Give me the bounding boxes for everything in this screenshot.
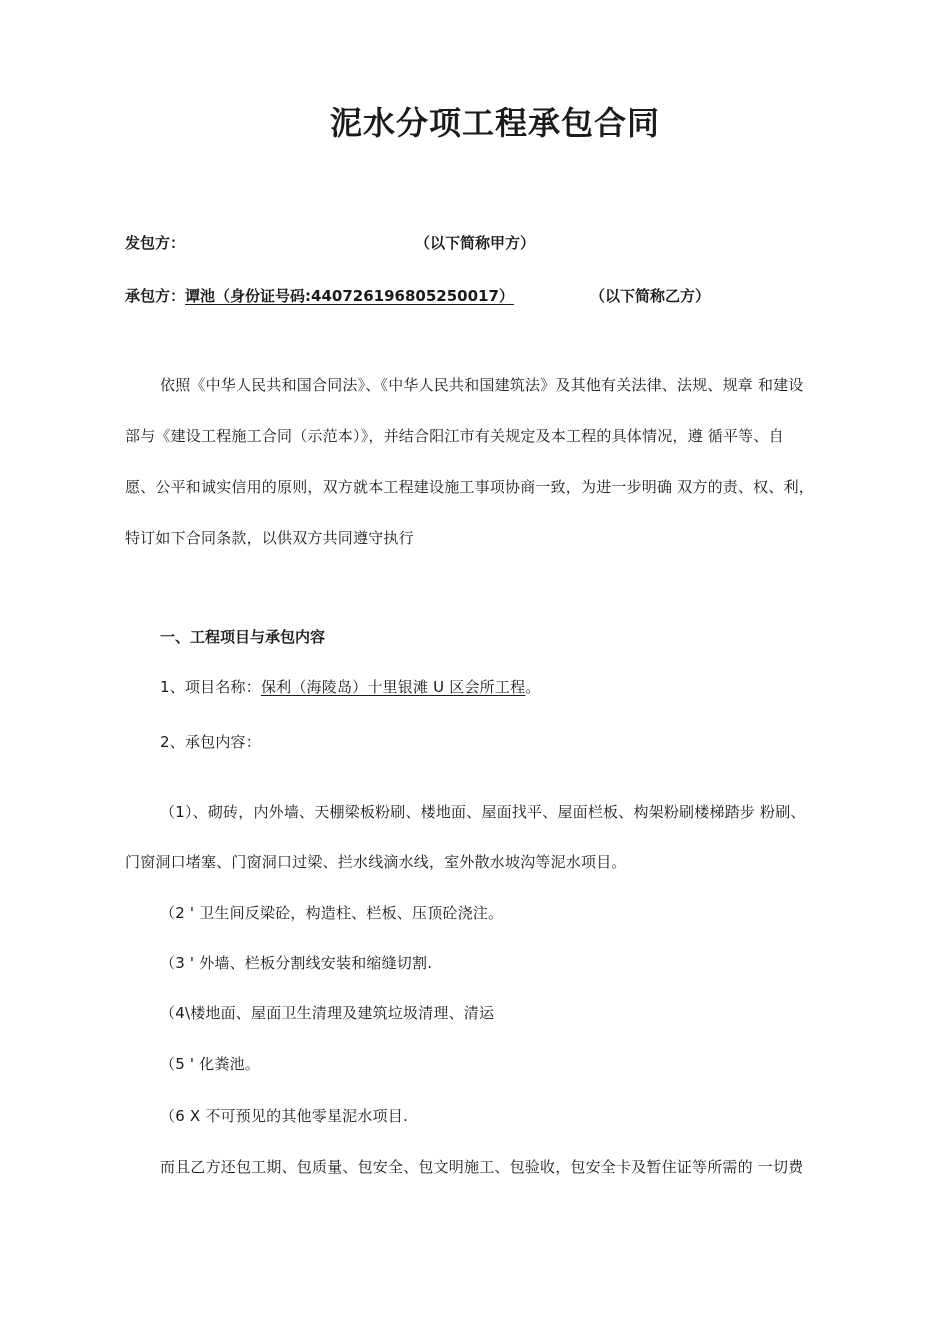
scope-item-1-cont: 门窗洞口堵塞、门窗洞口过梁、拦水线滴水线，室外散水坡沟等泥水项目。 [125,853,627,871]
scope-item-5: （5 ' 化粪池。 [160,1055,261,1073]
project-name-end: 。 [525,678,541,696]
project-name-row [160,676,540,697]
party-a-note: （以下简称甲方） [415,234,536,252]
party-a-label: 发包方： [125,234,186,252]
preamble-line: 特订如下合同条款，以供双方共同遵守执行 [125,529,414,547]
preamble-line: 依照《中华人民共和国合同法》、《中华人民共和国建筑法》及其他有关法律、法规、规章 和建设 [160,376,804,394]
scope-item-4: （4\楼地面、屋面卫生清理及建筑垃圾清理、清运 [160,1004,495,1022]
party-b-note: （以下简称乙方） [590,287,711,305]
scope-label: 2、承包内容： [160,733,261,751]
scope-item-2: （2 ' 卫生间反梁砼，构造柱、栏板、压顶砼浇注。 [160,904,504,922]
scope-item-6: （6 X 不可预见的其他零星泥水项目. [160,1107,408,1125]
party-b-value: 谭池（身份证号码:440726196805250017） [185,287,514,305]
party-b-row [125,285,514,306]
preamble-line: 部与《建设工程施工合同（示范本）》，并结合阳江市有关规定及本工程的具体情况，遵 循平等、自 [125,427,784,445]
preamble-line: 愿、公平和诚实信用的原则，双方就本工程建设施工事项协商一致，为进一步明确 双方的责、权、利， [125,478,814,496]
scope-item-1: （1）、砌砖，内外墙、天棚梁板粉刷、楼地面、屋面找平、屋面栏板、构架粉刷楼梯踏步 粉刷、 [160,803,806,821]
party-a-row [125,232,185,253]
section-heading: 一、工程项目与承包内容 [160,628,326,646]
project-name-value: 保利（海陵岛）十里银滩 U 区会所工程 [260,678,526,696]
scope-item-3: （3 ' 外墙、栏板分割线安装和缩缝切割. [160,954,433,972]
party-b-label: 承包方： [125,287,186,305]
page-title: 泥水分项工程承包合同 [329,104,660,142]
project-name-label: 1、项目名称： [160,678,261,696]
closing-paragraph: 而且乙方还包工期、包质量、包安全、包文明施工、包验收，包安全卡及暂住证等所需的 一切费 [160,1158,804,1176]
